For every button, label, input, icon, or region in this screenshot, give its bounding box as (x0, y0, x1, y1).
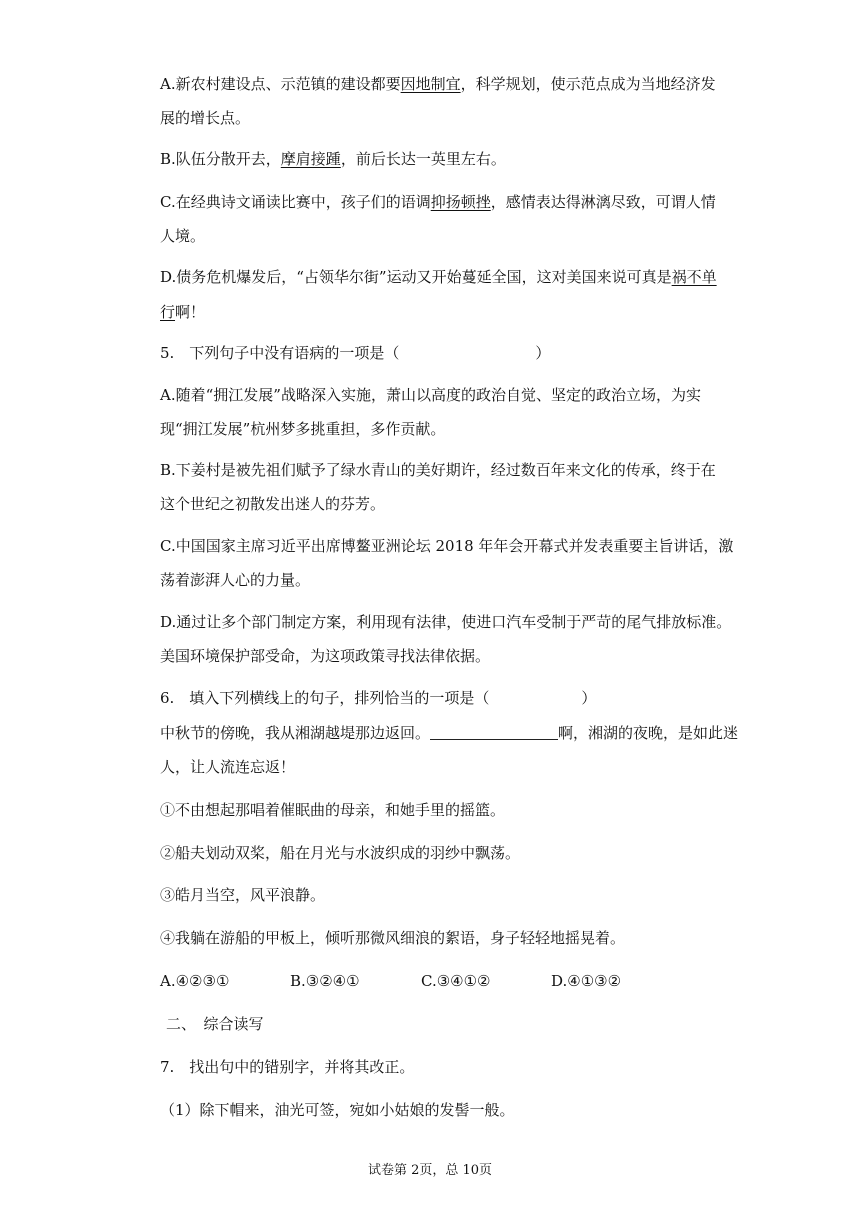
q4-option-d-line1: D.债务危机爆发后，“占领华尔街”运动又开始蔓延全国，这对美国来说可真是祸不单 (160, 268, 717, 286)
q5-option-d-line1: D.通过让多个部门制定方案，利用现有法律，使进口汽车受制于严苛的尾气排放标准。 (160, 613, 732, 631)
q5-option-c-line2: 荡着澎湃人心的力量。 (160, 571, 311, 589)
q5-option-a-line2: 现“拥江发展”杭州梦多挑重担，多作贡献。 (160, 420, 446, 438)
page-footer: 试卷第 2页，总 10页 (367, 1163, 493, 1178)
q6-sentence-3: ③皓月当空，风平浪静。 (160, 886, 326, 904)
q4-option-b: B.队伍分散开去，摩肩接踵，前后长达一英里左右。 (160, 150, 506, 168)
section-heading: 二、 综合读写 (166, 1015, 264, 1033)
q7-stem: 7. 找出句中的错别字，并将其改正。 (160, 1058, 415, 1076)
q6-option-a: A.④②③① (160, 972, 230, 990)
q5-option-b-line2: 这个世纪之初散发出迷人的芬芳。 (160, 495, 386, 513)
q6-sentence-1: ①不由想起那唱着催眠曲的母亲，和她手里的摇篮。 (160, 801, 506, 819)
q4-option-a-line2: 展的增长点。 (160, 109, 251, 127)
q5-option-a-line1: A.随着“拥江发展”战略深入实施，萧山以高度的政治自觉、坚定的政治立场，为实 (160, 386, 701, 404)
q7-item-1: （1）除下帽来，油光可签，宛如小姑娘的发髻一般。 (160, 1101, 515, 1119)
q6-passage-line1: 中秋节的傍晚，我从湘湖越堤那边返回。 啊，湘湖的夜晚，是如此迷 (160, 724, 739, 742)
q5-option-d-line2: 美国环境保护部受命，为这项政策寻找法律依据。 (160, 647, 491, 665)
underlined-idiom: 抑扬顿挫 (430, 193, 491, 211)
q5-option-c-line1: C.中国国家主席习近平出席博鳌亚洲论坛 2018 年年会开幕式并发表重要主旨讲话，激 (160, 537, 734, 555)
q6-sentence-4: ④我躺在游船的甲板上，倾听那微风细浪的絮语，身子轻轻地摇晃着。 (160, 929, 626, 947)
q6-option-d: D.④①③② (551, 972, 622, 990)
q6-option-b: B.③②④① (290, 972, 360, 990)
q4-option-d-line2: 行啊！ (160, 303, 206, 321)
underlined-idiom: 因地制宜 (400, 75, 461, 93)
fill-in-blank (430, 725, 558, 740)
q6-option-c: C.③④①② (421, 972, 491, 990)
underlined-idiom: 祸不单 (671, 268, 717, 286)
q5-option-b-line1: B.下姜村是被先祖们赋予了绿水青山的美好期许，经过数百年来文化的传承，终于在 (160, 461, 716, 479)
q6-sentence-2: ②船夫划动双桨，船在月光与水波织成的羽纱中飘荡。 (160, 844, 521, 862)
q6-stem: 6. 填入下列横线上的句子，排列恰当的一项是（ ） (160, 689, 597, 707)
q5-stem: 5. 下列句子中没有语病的一项是（ ） (160, 344, 551, 362)
underlined-idiom: 摩肩接踵 (280, 150, 341, 168)
q6-passage-line2: 人，让人流连忘返！ (160, 758, 296, 776)
q4-option-c-line2: 人境。 (160, 227, 206, 245)
q6-options (160, 971, 621, 991)
q4-option-a-line1: A.新农村建设点、示范镇的建设都要因地制宜，科学规划，使示范点成为当地经济发 (160, 75, 716, 93)
underlined-idiom: 行 (160, 303, 176, 321)
q4-option-c-line1: C.在经典诗文诵读比赛中，孩子们的语调抑扬顿挫，感情表达得淋漓尽致，可谓人情 (160, 193, 716, 211)
